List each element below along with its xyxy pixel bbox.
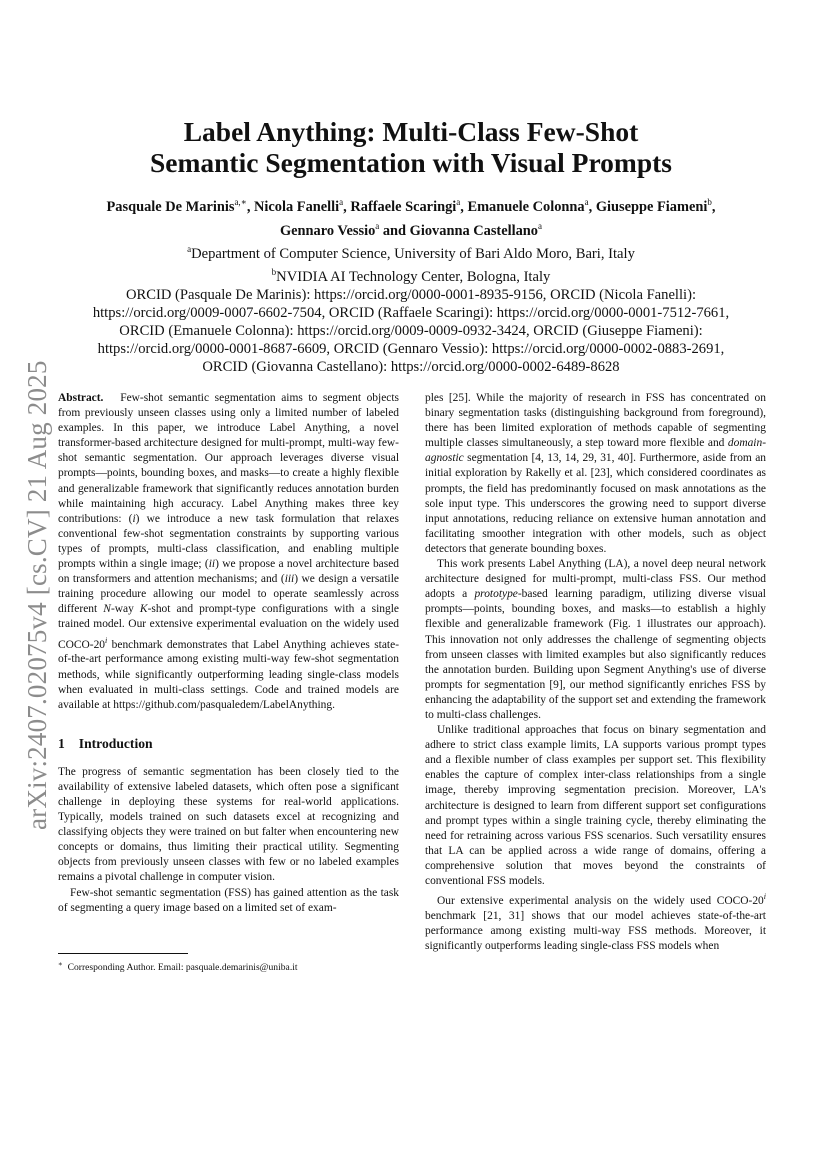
intro-paragraph: The progress of semantic segmentation has been closely tied to the availability of extensive labeled datasets, which often pose a significant challenge in deploying these systems for real-world applications. Typically, models trained on such datasets excel at recognizing and classifying objects they were trained on but falter when encountering new concepts or domains, thus limiting their practical utility. Segmenting objects from previously unseen classes with few or no labeled examples remains a pivotal challenge in computer vision.	[58, 765, 399, 884]
intro-paragraph: Few-shot semantic segmentation (FSS) has gained attention as the task of segmenting a query image based on a limited set of exam-	[58, 886, 399, 914]
intro-paragraph: Unlike traditional approaches that focus on binary segmentation and adhere to strict class example limits, LA supports various prompt types and a flexible number of class examples per support set. This flexibility enables the capture of complex inter-class relationships from a single image, thereby improving segmentation precision. Moreover, LA's architecture is designed to learn from different support set configurations and prompt types within a single training cycle, thereby eliminating the need for retraining across various FSS scenarios. Such versatility ensures that LA can be applied across a wide range of domains, offering a comprehensive solution that moves beyond the constraints of conventional FSS models.	[425, 724, 766, 887]
affiliation-text: NVIDIA AI Technology Center, Bologna, Italy	[276, 268, 551, 285]
math-variable: K	[139, 603, 148, 616]
title-line-1: Label Anything: Multi-Class Few-Shot	[183, 116, 639, 147]
abstract	[58, 391, 399, 713]
abstract-text: -way	[110, 603, 140, 616]
author-name: Raffaele Scaringi	[350, 198, 457, 215]
right-column	[425, 391, 766, 954]
abstract-text: -shot and prompt-type configurations with a single trained model. Our extensive experimental evaluation on the widely used COCO-20	[58, 603, 399, 651]
section-number: 1	[58, 735, 65, 751]
paragraph-text: ples [25]. While the majority of research in FSS has concentrated on binary segmentation tasks (distinguishing background from foreground), there has been limited exploration of methods capable of segmenting multiple classes simultaneously, a step toward more flexible and	[425, 392, 766, 450]
affiliation-a	[60, 240, 762, 263]
author-separator: ,	[460, 198, 468, 215]
author-name: Giovanna Castellano	[409, 222, 539, 239]
author-separator: ,	[343, 198, 351, 215]
footnote	[58, 958, 399, 974]
orcid-line: https://orcid.org/0009-0007-6602-7504, ORCID (Raffaele Scaringi): https://orcid.org/0000-0001-7512-7661,	[92, 305, 730, 321]
paper-title	[60, 116, 762, 178]
orcid-line: ORCID (Pasquale De Marinis): https://orcid.org/0000-0001-8935-9156, ORCID (Nicola Fanelli):	[125, 286, 697, 303]
math-variable: N	[103, 603, 111, 616]
author-affiliation-mark: a,∗	[234, 197, 247, 207]
author-name: Gennaro Vessio	[279, 222, 376, 239]
emphasis: prototype	[474, 588, 518, 601]
title-line-2: Semantic Segmentation with Visual Prompts	[149, 147, 672, 178]
orcid-line: ORCID (Emanuele Colonna): https://orcid.org/0009-0009-0932-3424, ORCID (Giuseppe Fiameni):	[119, 323, 703, 340]
section-title: Introduction	[78, 735, 153, 751]
author-name: Giuseppe Fiameni	[595, 198, 708, 215]
intro-paragraph	[425, 889, 766, 954]
affiliation-text: Department of Computer Science, University of Bari Aldo Moro, Bari, Italy	[191, 245, 635, 262]
abstract-text: benchmark demonstrates that Label Anything achieves state-of-the-art performance among existing multi-way few-shot segmentation methods, while significantly outperforming leading single-class models when evaluated in multi-class settings. Code and trained models are available at https://github.com/pasqualedem/LabelAnything.	[58, 638, 399, 711]
author-separator: ,	[711, 198, 716, 215]
author-list	[60, 193, 762, 241]
emphasis: domain-agnostic	[425, 437, 766, 465]
author-affiliation-mark: a	[538, 220, 543, 231]
superscript: i	[763, 892, 766, 902]
abstract-text: ) we introduce a new task formulation that relaxes conventional few-shot segmentation constraints by supporting various types of prompts, multi-class classification, and enabling multiple prompts within a single image; (	[58, 512, 399, 571]
abstract-label: Abstract.	[58, 392, 104, 404]
roman-numeral: ii	[208, 558, 216, 571]
paragraph-text: Our extensive experimental analysis on the widely used COCO-20	[437, 894, 764, 907]
author-separator: ,	[246, 198, 255, 215]
author-separator: and	[379, 222, 410, 239]
roman-numeral: iii	[284, 573, 295, 586]
affiliation-b	[60, 263, 762, 286]
author-affiliation-mark: a	[584, 197, 589, 207]
section-heading-introduction	[58, 736, 399, 752]
paragraph-text: segmentation [4, 13, 14, 29, 31, 40]. Furthermore, aside from an initial exploration by Rakelly et al. [23], which considered coordinates as prompts, the field has predominantly focused on mask annotations as the sole input type. This underscores the growing need to support diverse input annotations, reducing reliance on extensive human annotation and facilitating smoother integration with other models, such as object detectors that generate bounding boxes.	[425, 452, 766, 555]
abstract-text: Few-shot semantic segmentation aims to segment objects from previously unseen classes using only a limited number of labeled examples. In this paper, we introduce Label Anything, a novel transformer-based architecture designed for multi-prompt, multi-way few-shot semantic segmentation. Our approach leverages diverse visual prompts—points, bounding boxes, and masks—to create a highly flexible and generalizable framework that significantly reduces annotation burden while maintaining high accuracy. Label Anything makes three key contributions: (	[58, 392, 399, 525]
roman-numeral: i	[132, 512, 136, 525]
paragraph-text: This work presents Label Anything (LA), a novel deep neural network architecture designed for multi-prompt, multi-class FSS. Our method adopts a	[425, 558, 766, 601]
orcid-line: https://orcid.org/0000-0001-8687-6609, ORCID (Gennaro Vessio): https://orcid.org/0000-0002-0883-2691,	[97, 341, 725, 358]
paragraph-text: -based learning paradigm, utilizing diverse visual prompts—points, bounding boxes, and masks—to establish a highly flexible and generalizable framework (Fig. 1 illustrates our approach). This innovation not only addresses the challenge of segmenting objects from unseen classes with limited examples but also significantly reduces the annotation burden. Building upon Segment Anything's use of diverse prompts for segmentation [9], our method significantly enriches FSS by enhancing the adaptability of the support set and extending the framework to multi-class challenges.	[425, 588, 766, 721]
author-affiliation-mark: a	[339, 197, 344, 207]
intro-paragraph	[425, 557, 766, 723]
author-name: Emanuele Colonna	[467, 198, 585, 215]
footnote-mark: ∗	[58, 960, 63, 968]
footnote-text: Corresponding Author. Email: pasquale.demarinis@uniba.it	[67, 962, 298, 974]
intro-paragraph	[425, 391, 766, 557]
affiliations-block	[60, 240, 762, 376]
author-name: Pasquale De Marinis	[106, 198, 235, 215]
paragraph-text: benchmark [21, 31] shows that our model achieves state-of-the-art performance among existing multi-way FSS methods. Moreover, it significantly outperforms leading single-class FSS models when	[425, 910, 766, 953]
author-affiliation-mark: b	[707, 197, 712, 207]
abstract-text: ) we design a versatile training procedure allowing our model to operate seamlessly across different	[58, 573, 399, 616]
superscript: i	[105, 635, 108, 645]
arxiv-identifier-stamp: arXiv:2407.02075v4 [cs.CV] 21 Aug 2025	[22, 360, 52, 830]
author-separator: ,	[588, 198, 596, 215]
author-name: Nicola Fanelli	[254, 198, 340, 215]
abstract-text: ) we propose a novel architecture based on transformers and attention mechanisms; and (	[58, 558, 399, 586]
affiliation-mark: b	[271, 266, 277, 277]
orcid-line: ORCID (Giovanna Castellano): https://orcid.org/0000-0002-6489-8628	[202, 359, 620, 376]
affiliation-mark: a	[187, 244, 192, 254]
author-affiliation-mark: a	[375, 220, 380, 231]
footnote-rule	[58, 953, 188, 954]
left-column	[58, 391, 399, 916]
author-affiliation-mark: a	[456, 197, 461, 207]
